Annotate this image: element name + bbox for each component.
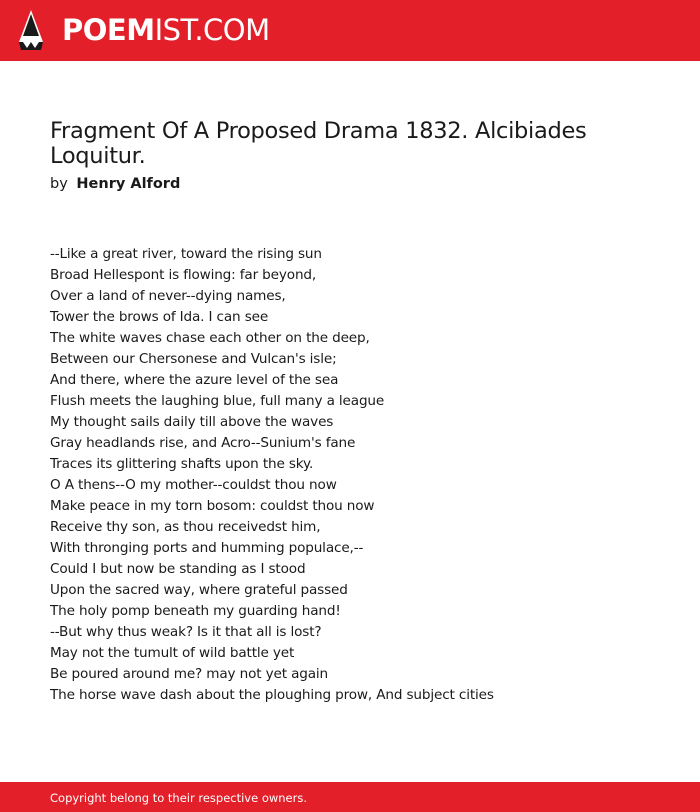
poem-line: Flush meets the laughing blue, full many a league	[50, 393, 385, 409]
poem-body	[50, 244, 670, 706]
poem-line: Tower the brows of Ida. I can see	[50, 309, 269, 325]
poem-line: --But why thus weak? Is it that all is lost?	[50, 624, 322, 640]
poem-line: Between our Chersonese and Vulcan's isle;	[50, 351, 337, 367]
logo-light-part: IST.COM	[154, 13, 270, 47]
copyright-text: Copyright belong to their respective owners.	[50, 791, 308, 805]
poem-line: The holy pomp beneath my guarding hand!	[50, 603, 341, 619]
poem-title: Fragment Of A Proposed Drama 1832. Alcibiades Loquitur.	[50, 118, 587, 169]
poem-line: --Like a great river, toward the rising sun	[50, 246, 322, 262]
poem-line: Be poured around me? may not yet again	[50, 666, 328, 682]
author-link[interactable]: Henry Alford	[76, 176, 181, 192]
poem-line: My thought sails daily till above the waves	[50, 414, 334, 430]
byline	[50, 175, 180, 193]
poem-line: The white waves chase each other on the deep,	[50, 330, 370, 346]
poem-line: Make peace in my torn bosom: couldst thou now	[50, 498, 375, 514]
pencil-tip-icon	[19, 10, 43, 52]
poem-line: Receive thy son, as thou receivedst him,	[50, 519, 321, 535]
poem-line: Could I but now be standing as I stood	[50, 561, 306, 577]
poem-line: Over a land of never--dying names,	[50, 288, 286, 304]
poem-line: And there, where the azure level of the sea	[50, 372, 339, 388]
site-footer	[0, 782, 700, 812]
site-header	[0, 0, 700, 61]
poem-line: May not the tumult of wild battle yet	[50, 645, 295, 661]
poem-line: Broad Hellespont is flowing: far beyond,	[50, 267, 317, 283]
site-logo-text	[62, 13, 270, 47]
poem-line: Gray headlands rise, and Acro--Sunium's fane	[50, 435, 356, 451]
poem-line: Traces its glittering shafts upon the sky.	[50, 456, 314, 472]
poem-line: O A thens--O my mother--couldst thou now	[50, 477, 337, 493]
poem-line: Upon the sacred way, where grateful passed	[50, 582, 348, 598]
poem-line: With thronging ports and humming populace,--	[50, 540, 364, 556]
poem-line: The horse wave dash about the ploughing prow, And subject cities	[50, 687, 494, 703]
logo-bold-part: POEM	[62, 13, 155, 47]
by-label: by	[50, 176, 68, 192]
